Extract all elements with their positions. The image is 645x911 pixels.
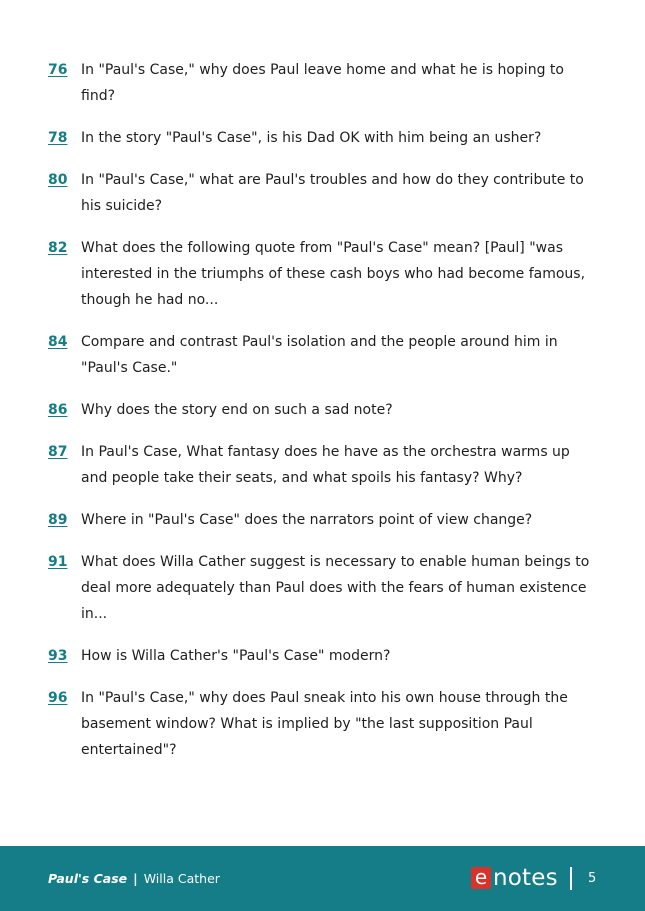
question-text: In Paul's Case, What fantasy does he have as the orchestra warms up and people take their seats, and what spoils his fantasy? Why? — [81, 444, 570, 486]
question-number-link[interactable]: 82 — [48, 240, 68, 256]
question-item — [48, 643, 596, 669]
page-footer — [0, 846, 645, 911]
question-text: What does the following quote from "Paul's Case" mean? [Paul] "was interested in the triumphs of these cash boys who had become famous, though he had no... — [81, 240, 586, 308]
enotes-logo[interactable] — [471, 867, 558, 889]
question-text: Compare and contrast Paul's isolation and the people around him in "Paul's Case." — [81, 334, 558, 376]
question-text: In "Paul's Case," why does Paul sneak into his own house through the basement window? What is implied by "the last supposition Paul entertained"? — [81, 690, 568, 758]
question-item — [48, 685, 596, 763]
author-name: Willa Cather — [143, 871, 220, 886]
question-number-link[interactable]: 87 — [48, 444, 68, 460]
question-text: In "Paul's Case," what are Paul's troubles and how do they contribute to his suicide? — [81, 172, 584, 214]
page-number: 5 — [588, 871, 597, 886]
question-number-link[interactable]: 84 — [48, 334, 68, 350]
question-number-link[interactable]: 93 — [48, 648, 68, 664]
footer-title — [48, 870, 220, 888]
logo-e-mark: e — [471, 867, 491, 889]
question-item — [48, 439, 596, 491]
question-text: Where in "Paul's Case" does the narrators point of view change? — [81, 512, 533, 528]
question-number-link[interactable]: 76 — [48, 62, 68, 78]
question-item — [48, 167, 596, 219]
question-number-link[interactable]: 96 — [48, 690, 68, 706]
footer-divider — [570, 867, 572, 890]
question-number-link[interactable]: 78 — [48, 130, 68, 146]
question-text: Why does the story end on such a sad note? — [81, 402, 393, 418]
question-text: What does Willa Cather suggest is necessary to enable human beings to deal more adequately than Paul does with the fears of human existence in... — [81, 554, 590, 622]
question-number-link[interactable]: 86 — [48, 402, 68, 418]
question-item — [48, 397, 596, 423]
book-title: Paul's Case — [48, 871, 128, 886]
question-item — [48, 57, 596, 109]
title-separator: | — [133, 871, 138, 886]
logo-wordmark: notes — [493, 865, 558, 891]
question-number-link[interactable]: 89 — [48, 512, 68, 528]
question-list — [48, 57, 596, 779]
question-item — [48, 549, 596, 627]
question-item — [48, 507, 596, 533]
question-item — [48, 329, 596, 381]
question-item — [48, 125, 596, 151]
question-text: In "Paul's Case," why does Paul leave home and what he is hoping to find? — [81, 62, 564, 104]
question-number-link[interactable]: 91 — [48, 554, 68, 570]
question-text: In the story "Paul's Case", is his Dad OK with him being an usher? — [81, 130, 542, 146]
question-text: How is Willa Cather's "Paul's Case" modern? — [81, 648, 391, 664]
question-number-link[interactable]: 80 — [48, 172, 68, 188]
question-item — [48, 235, 596, 313]
